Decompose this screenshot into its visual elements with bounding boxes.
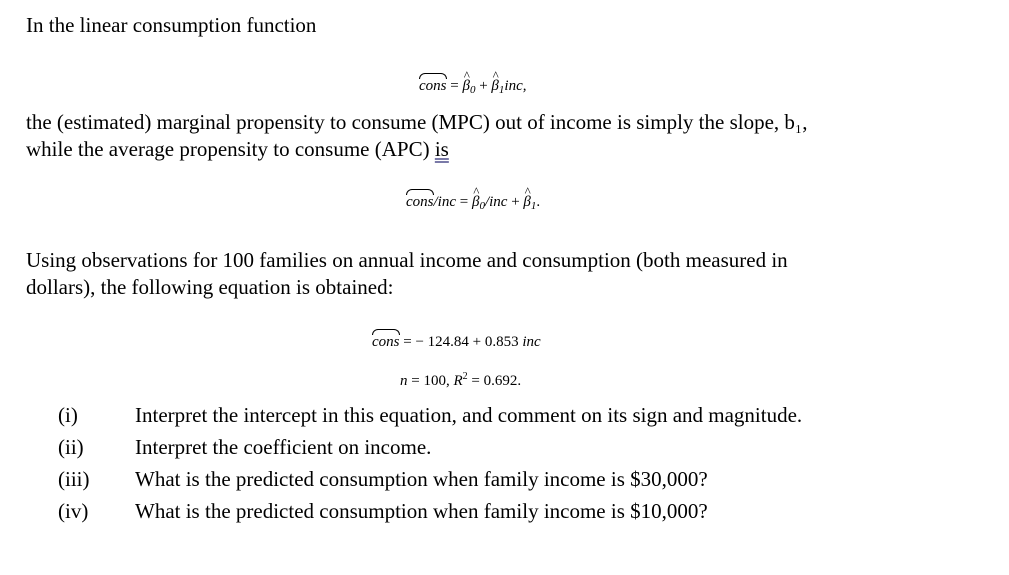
eq2-end: . [536, 194, 541, 210]
eq4-end: = 0.692. [467, 373, 522, 389]
equation-fit-stats [400, 367, 521, 391]
equation-estimated [372, 332, 541, 352]
intro-text: In the linear consumption function [26, 13, 317, 37]
underlined-word: is [434, 137, 449, 161]
eq1-plus: + [479, 78, 488, 94]
eq2-plus: + [511, 194, 520, 210]
mpc-text-line1: the (estimated) marginal propensity to consume (MPC) out of income is simply the slope, b₁, [26, 110, 808, 134]
eq1-lhs: cons [419, 78, 447, 94]
eq1-beta1: ^ $\beta_1$ [491, 76, 504, 100]
eq2-beta0: ^ $\beta_0$ [472, 192, 485, 216]
question-item [58, 498, 802, 530]
eq1-var: inc, [504, 78, 527, 94]
eq4-n: n [400, 373, 408, 389]
question-number: (iv) [58, 499, 89, 523]
eq2-lhs-hat: cons [406, 194, 434, 210]
question-text: What is the predicted consumption when family income is $30,000? [135, 467, 708, 491]
eq3-var: inc [522, 334, 541, 350]
equation-apc [406, 192, 540, 216]
question-item [58, 466, 802, 498]
eq3-lhs: cons [372, 334, 400, 350]
question-number: (ii) [58, 435, 84, 459]
question-text: Interpret the coefficient on income. [135, 435, 432, 459]
eq1-beta0: ^ $\beta_0$ [462, 76, 475, 100]
equation-consumption-function [419, 76, 526, 100]
question-number: (i) [58, 403, 78, 427]
eq4-sup: 2 [462, 371, 468, 382]
eq2-var: inc [489, 194, 508, 210]
question-text: Interpret the intercept in this equation, and comment on its sign and magnitude. [135, 403, 803, 427]
eq2-div: / [484, 194, 490, 210]
question-item [58, 402, 802, 434]
question-list [58, 402, 802, 530]
eq1-equals: = [450, 78, 459, 94]
eq4-mid: = 100, [407, 373, 454, 389]
eq3-rhs: = − 124.84 + 0.853 [403, 334, 523, 350]
eq2-beta1: ^ $\beta_1$ [523, 192, 536, 216]
eq4-r: R [453, 373, 463, 389]
obs-text-line1: Using observations for 100 families on annual income and consumption (both measured in [26, 248, 788, 272]
question-text: What is the predicted consumption when family income is $10,000? [135, 499, 708, 523]
mpc-text-line2: while the average propensity to consume (APC) is [26, 137, 449, 161]
obs-text-line2: dollars), the following equation is obtained: [26, 275, 394, 299]
question-item [58, 434, 802, 466]
eq2-lhs-rest: /inc [433, 194, 456, 210]
question-number: (iii) [58, 467, 90, 491]
eq2-equals: = [459, 194, 469, 210]
